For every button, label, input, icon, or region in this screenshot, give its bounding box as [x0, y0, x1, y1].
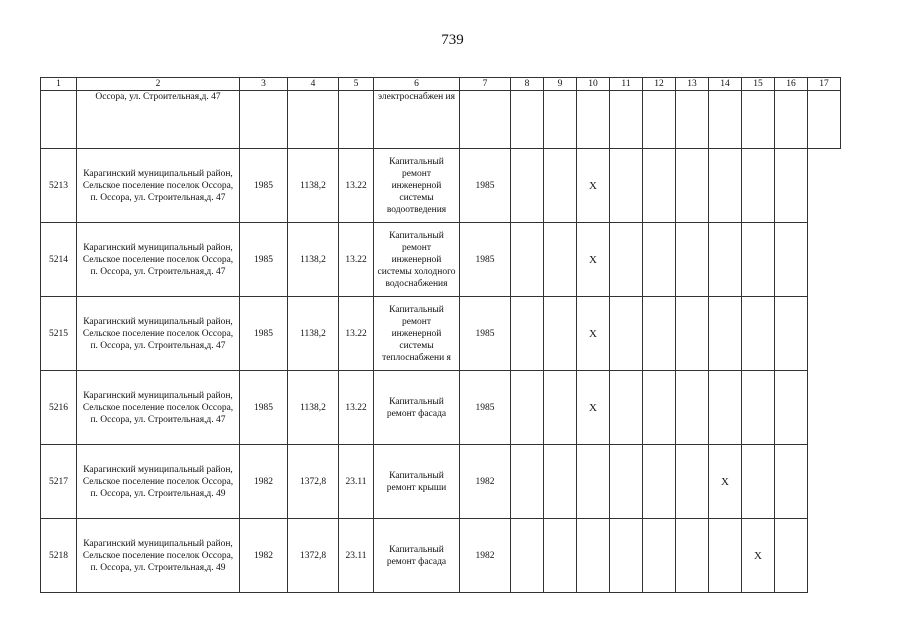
table-row — [41, 445, 841, 519]
cell-year-built: 1982 — [240, 445, 288, 519]
capital-repair-table — [40, 77, 841, 593]
cell-mark — [742, 297, 775, 371]
header-cell: 11 — [610, 78, 643, 91]
header-cell: 1 — [41, 78, 77, 91]
cell-work: Капитальный ремонт крыши — [374, 445, 460, 519]
cell-mark — [709, 297, 742, 371]
cell-work: Капитальный ремонт фасада — [374, 519, 460, 593]
cell-mark: X — [709, 445, 742, 519]
cell-mark — [610, 371, 643, 445]
cell-mark — [643, 223, 676, 297]
cell-mark — [511, 149, 544, 223]
cell-wear: 13.22 — [339, 371, 374, 445]
cell-year-work: 1985 — [460, 371, 511, 445]
cell-mark — [709, 371, 742, 445]
table-row — [41, 223, 841, 297]
cell-mark — [775, 445, 808, 519]
cell-mark — [544, 223, 577, 297]
cell-work: Капитальный ремонт инженерной системы водоотведения — [374, 149, 460, 223]
cell-year-built: 1985 — [240, 223, 288, 297]
cell-mark — [610, 519, 643, 593]
cell-year-built: 1982 — [240, 519, 288, 593]
cell-mark — [676, 149, 709, 223]
header-cell: 6 — [374, 78, 460, 91]
header-cell: 16 — [775, 78, 808, 91]
cell-mark — [610, 223, 643, 297]
cell-address: Оссора, ул. Строительная,д. 47 — [77, 91, 240, 149]
cell-mark — [511, 519, 544, 593]
cell-wear: 23.11 — [339, 445, 374, 519]
cell-mark — [709, 519, 742, 593]
cell-mark: X — [577, 297, 610, 371]
cell-address: Карагинский муниципальный район, Сельское поселение поселок Оссора, п. Оссора, ул. Строительная,д. 47 — [77, 297, 240, 371]
cell-work: Капитальный ремонт инженерной системы теплоснабжени я — [374, 297, 460, 371]
header-cell: 7 — [460, 78, 511, 91]
cell-mark — [643, 519, 676, 593]
cell-year-work: 1985 — [460, 149, 511, 223]
cell-mark — [676, 297, 709, 371]
cell-mark — [676, 445, 709, 519]
cell-mark — [544, 445, 577, 519]
header-cell: 4 — [288, 78, 339, 91]
cell-mark — [511, 445, 544, 519]
cell-mark — [610, 149, 643, 223]
cell-address: Карагинский муниципальный район, Сельское поселение поселок Оссора, п. Оссора, ул. Строительная,д. 47 — [77, 149, 240, 223]
cell-id: 5213 — [41, 149, 77, 223]
cell-mark — [643, 297, 676, 371]
header-cell: 13 — [676, 78, 709, 91]
header-row — [41, 78, 841, 91]
cell-year-work: 1982 — [460, 445, 511, 519]
cell-year-work: 1982 — [460, 519, 511, 593]
cell-id: 5215 — [41, 297, 77, 371]
cell-id: 5217 — [41, 445, 77, 519]
cell-mark — [775, 223, 808, 297]
cell-year-work: 1985 — [460, 223, 511, 297]
cell-mark — [676, 519, 709, 593]
cell-address: Карагинский муниципальный район, Сельское поселение поселок Оссора, п. Оссора, ул. Строительная,д. 47 — [77, 371, 240, 445]
cell-mark — [709, 223, 742, 297]
cell-wear: 13.22 — [339, 223, 374, 297]
cell-mark — [643, 445, 676, 519]
header-cell: 9 — [544, 78, 577, 91]
header-cell: 17 — [808, 78, 841, 91]
cell-mark — [577, 519, 610, 593]
cell-area: 1372,8 — [288, 519, 339, 593]
cell-work: Капитальный ремонт инженерной системы холодного водоснабжения — [374, 223, 460, 297]
cell-mark — [577, 445, 610, 519]
cell-mark — [742, 223, 775, 297]
cell-mark: X — [577, 223, 610, 297]
table-row — [41, 519, 841, 593]
cell-year-built: 1985 — [240, 371, 288, 445]
cell-mark — [511, 223, 544, 297]
cell-mark — [742, 371, 775, 445]
cell-address: Карагинский муниципальный район, Сельское поселение поселок Оссора, п. Оссора, ул. Строительная,д. 47 — [77, 223, 240, 297]
header-cell: 3 — [240, 78, 288, 91]
cell-mark — [610, 297, 643, 371]
header-cell: 8 — [511, 78, 544, 91]
cell-mark: X — [577, 149, 610, 223]
cell-id — [41, 91, 77, 149]
cell-mark — [709, 149, 742, 223]
cell-mark — [544, 297, 577, 371]
cell-year-built: 1985 — [240, 149, 288, 223]
cell-year-built: 1985 — [240, 297, 288, 371]
header-cell: 15 — [742, 78, 775, 91]
header-cell: 14 — [709, 78, 742, 91]
page-number: 739 — [441, 32, 464, 48]
cell-area: 1138,2 — [288, 223, 339, 297]
cell-wear: 13.22 — [339, 297, 374, 371]
cell-mark — [742, 445, 775, 519]
cell-year-work: 1985 — [460, 297, 511, 371]
cell-mark — [544, 519, 577, 593]
continuation-row — [41, 91, 841, 149]
cell-mark — [643, 149, 676, 223]
cell-work: электроснабжен ия — [374, 91, 460, 149]
cell-mark — [544, 371, 577, 445]
cell-wear: 23.11 — [339, 519, 374, 593]
cell-mark — [676, 371, 709, 445]
cell-id: 5214 — [41, 223, 77, 297]
cell-mark — [610, 445, 643, 519]
table-row — [41, 297, 841, 371]
cell-id: 5216 — [41, 371, 77, 445]
cell-mark — [511, 297, 544, 371]
cell-mark — [775, 519, 808, 593]
cell-area: 1138,2 — [288, 149, 339, 223]
cell-work: Капитальный ремонт фасада — [374, 371, 460, 445]
cell-mark — [775, 371, 808, 445]
table-row — [41, 149, 841, 223]
cell-mark — [544, 149, 577, 223]
cell-area: 1372,8 — [288, 445, 339, 519]
cell-id: 5218 — [41, 519, 77, 593]
header-cell: 12 — [643, 78, 676, 91]
cell-mark — [742, 149, 775, 223]
cell-mark: X — [577, 371, 610, 445]
cell-mark: X — [742, 519, 775, 593]
cell-area: 1138,2 — [288, 297, 339, 371]
cell-address: Карагинский муниципальный район, Сельское поселение поселок Оссора, п. Оссора, ул. Строительная,д. 49 — [77, 445, 240, 519]
cell-address: Карагинский муниципальный район, Сельское поселение поселок Оссора, п. Оссора, ул. Строительная,д. 49 — [77, 519, 240, 593]
header-cell: 10 — [577, 78, 610, 91]
cell-area: 1138,2 — [288, 371, 339, 445]
cell-mark — [775, 149, 808, 223]
cell-wear: 13.22 — [339, 149, 374, 223]
cell-mark — [511, 371, 544, 445]
cell-mark — [643, 371, 676, 445]
table-row — [41, 371, 841, 445]
header-cell: 2 — [77, 78, 240, 91]
cell-mark — [775, 297, 808, 371]
header-cell: 5 — [339, 78, 374, 91]
cell-mark — [676, 223, 709, 297]
